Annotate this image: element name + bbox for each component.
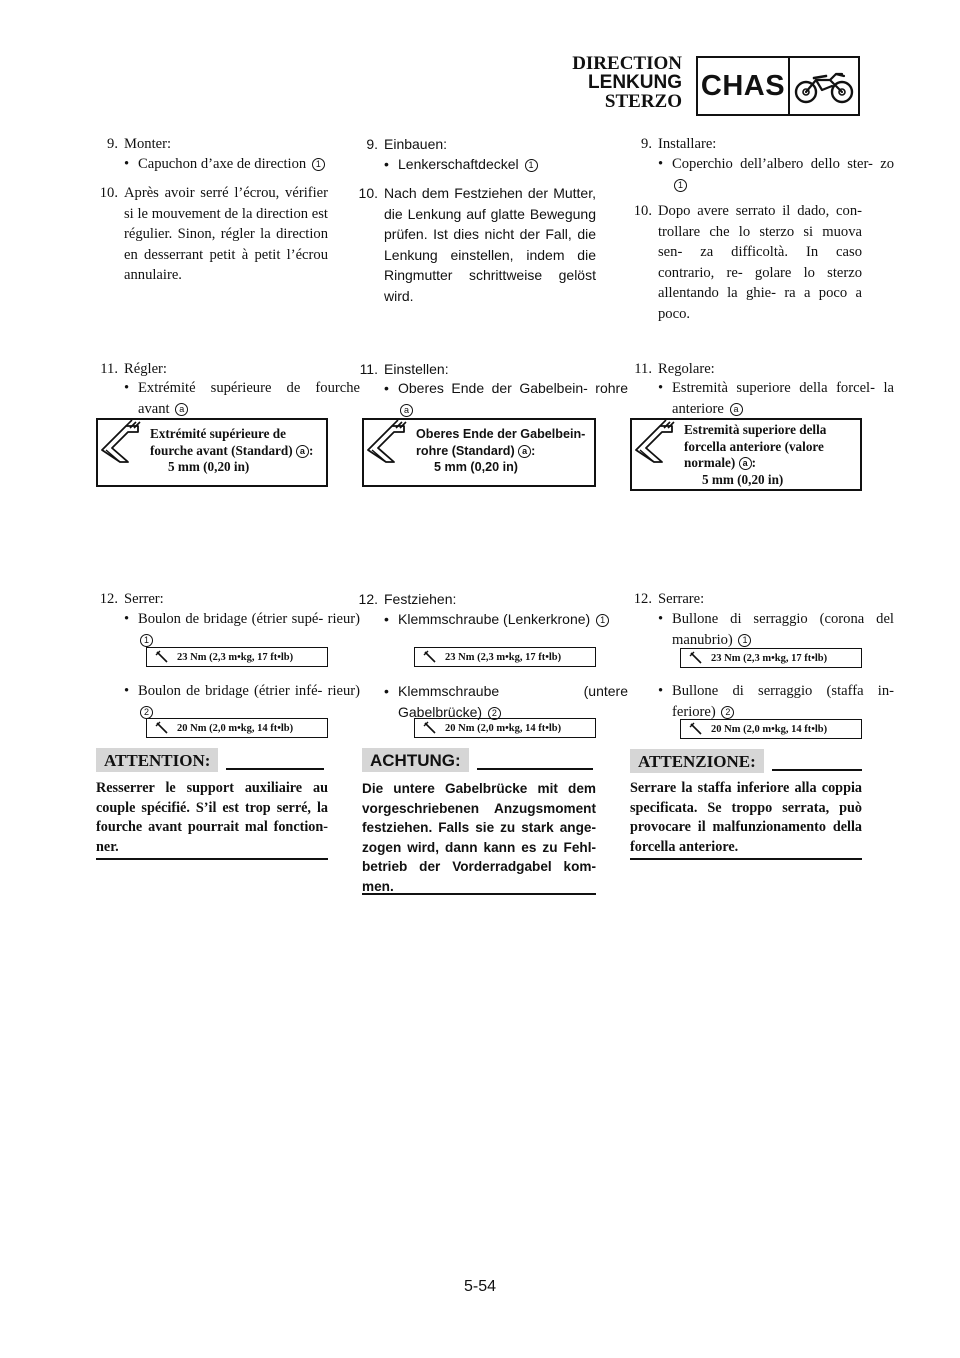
wrench-icon bbox=[681, 721, 711, 737]
step-12: 12. Serrare: bbox=[633, 591, 705, 607]
spec-label-1: Estremità superiore della bbox=[684, 422, 827, 437]
column-italian bbox=[626, 0, 894, 1358]
torque-spec-1: 23 Nm (2,3 m•kg, 17 ft•lb) bbox=[680, 648, 862, 668]
ref-marker: 1 bbox=[738, 634, 751, 647]
spec-value: 5 mm (0,20 in) bbox=[168, 459, 250, 474]
warning-rule bbox=[96, 858, 328, 860]
spec-box: Estremità superiore della forcella anteriore (valore normale) a : 5 mm (0,20 in) bbox=[630, 418, 862, 491]
warning-heading: ATTENZIONE: bbox=[630, 749, 862, 773]
caliper-icon bbox=[364, 420, 416, 485]
step-9: 9. Installare: bbox=[641, 136, 717, 152]
step-9-bullet: • Lenkerschaftdeckel 1 bbox=[352, 154, 628, 175]
spec-value: 5 mm (0,20 in) bbox=[434, 460, 518, 474]
ref-marker: 2 bbox=[140, 706, 153, 719]
caliper-icon bbox=[632, 420, 684, 489]
caliper-icon bbox=[98, 420, 150, 485]
title-french: DIRECTION bbox=[572, 53, 682, 74]
wrench-icon bbox=[681, 650, 711, 666]
spec-label-2: forcella anteriore (valore bbox=[684, 438, 824, 454]
ref-marker: 2 bbox=[488, 707, 501, 720]
wrench-icon bbox=[147, 720, 177, 736]
section-label: CHAS bbox=[698, 58, 790, 114]
step-12-bullet-2: • Boulon de bridage (étrier infé- rieur) 2 bbox=[124, 683, 360, 717]
spec-label-2: fourche avant (Standard) bbox=[150, 442, 293, 458]
ref-marker: a bbox=[175, 403, 188, 416]
warning-text: Die untere Gabelbrücke mit dem vorgeschriebenen Anzugsmoment festziehen. Falls sie zu stark ange- zogen wird, dann kann es zu Fehl- betrieb der Vorderradgabel kom- men. bbox=[362, 781, 596, 894]
ref-marker: 1 bbox=[312, 158, 325, 171]
warning-heading: ACHTUNG: bbox=[362, 748, 596, 772]
step-12-bullet-1: • Bullone di serraggio (corona del manubrio) 1 bbox=[658, 611, 894, 648]
step-12-bullet-2: • Klemmschraube (untere Gabelbrücke) 2 bbox=[384, 683, 628, 720]
step-9: 9. Einbauen: bbox=[366, 136, 448, 152]
wrench-icon bbox=[147, 649, 177, 665]
spec-box: Oberes Ende der Gabelbein- rohre (Standard) a : 5 mm (0,20 in) bbox=[362, 418, 596, 487]
step-10: 10. Après avoir serré l’écrou, vérifier si le mouvement de la direction est régulier. Sinon, régler la direction en desserrant petit à petit l’écrou annulaire. bbox=[99, 185, 328, 283]
step-10: 10. Nach dem Festziehen der Mutter, die Lenkung auf glatte Bewegung prüfen. Ist dies nicht der Fall, die Lenkung einstellen, indem die Ringmutter schrittweise gelöst wird. bbox=[358, 185, 596, 304]
step-11-bullet: • Extrémité supérieure de fourche avant a bbox=[124, 380, 360, 417]
torque-spec-1: 23 Nm (2,3 m•kg, 17 ft•lb) bbox=[414, 647, 596, 667]
step-11: 11. Régler: bbox=[100, 361, 167, 377]
ref-marker: a bbox=[296, 445, 309, 458]
ref-marker: a bbox=[518, 445, 531, 458]
ref-marker: 2 bbox=[721, 706, 734, 719]
warning-text: Resserrer le support auxiliaire au couple spécifié. S’il est trop serré, la fourche avant pourrait mal fonction- ner. bbox=[96, 780, 328, 855]
torque-spec-2: 20 Nm (2,0 m•kg, 14 ft•lb) bbox=[414, 718, 596, 738]
step-9: 9. Monter: bbox=[107, 136, 172, 152]
page-number: 5-54 bbox=[463, 1278, 497, 1295]
ref-marker: 1 bbox=[140, 634, 153, 647]
step-11-bullet: • Oberes Ende der Gabelbein- rohre a bbox=[384, 380, 628, 415]
spec-label-1: Oberes Ende der Gabelbein- bbox=[416, 427, 586, 441]
step-11-bullet: • Estremità superiore della forcel- la anteriore a bbox=[658, 380, 894, 417]
wrench-icon bbox=[415, 720, 445, 736]
ref-marker: a bbox=[400, 404, 413, 417]
step-12-bullet-1: • Klemmschraube (Lenkerkrone) 1 bbox=[352, 609, 628, 630]
column-french bbox=[92, 0, 360, 1358]
step-11: 11. Regolare: bbox=[634, 361, 715, 377]
step-9-bullet: • Coperchio dell’albero dello ster- zo 1 bbox=[658, 156, 894, 190]
step-11: 11. Einstellen: bbox=[359, 361, 449, 377]
spec-value: 5 mm (0,20 in) bbox=[702, 471, 784, 487]
step-10: 10. Dopo avere serrato il dado, con- trollare che lo sterzo si muova sen- za difficoltà. In caso contrario, re- golare lo sterzo allentando la ghie- ra a poco a poco. bbox=[633, 203, 862, 322]
step-12-bullet-2: • Bullone di serraggio (staffa in- feriore) 2 bbox=[658, 683, 894, 720]
warning-text: Serrare la staffa inferiore alla coppia specificata. Se troppo serrata, può provocare il malfunzionamento della forcella anteriore. bbox=[630, 780, 862, 855]
ref-marker: 1 bbox=[525, 159, 538, 172]
torque-spec-2: 20 Nm (2,0 m•kg, 14 ft•lb) bbox=[680, 719, 862, 739]
torque-spec-2: 20 Nm (2,0 m•kg, 14 ft•lb) bbox=[146, 718, 328, 738]
spec-label-3: normale) bbox=[684, 455, 736, 470]
ref-marker: a bbox=[730, 403, 743, 416]
spec-box: Extrémité supérieure de fourche avant (Standard) a : 5 mm (0,20 in) bbox=[96, 418, 328, 487]
ref-marker: a bbox=[739, 457, 752, 470]
warning-heading: ATTENTION: bbox=[96, 748, 328, 772]
wrench-icon bbox=[415, 649, 445, 665]
title-italian: STERZO bbox=[604, 91, 682, 112]
spec-label-2: rohre (Standard) bbox=[416, 443, 515, 458]
step-9-bullet: • Capuchon d’axe de direction 1 bbox=[92, 154, 360, 175]
warning-rule bbox=[362, 893, 596, 895]
step-12: 12. Serrer: bbox=[99, 591, 164, 607]
step-12: 12. Festziehen: bbox=[358, 591, 457, 607]
spec-label-1: Extrémité supérieure de bbox=[150, 426, 286, 441]
step-12-bullet-1: • Boulon de bridage (étrier supé- rieur) 1 bbox=[124, 611, 360, 645]
warning-rule bbox=[630, 858, 862, 860]
torque-spec-1: 23 Nm (2,3 m•kg, 17 ft•lb) bbox=[146, 647, 328, 667]
title-german: LENKUNG bbox=[588, 72, 682, 93]
ref-marker: 1 bbox=[596, 614, 609, 627]
ref-marker: 1 bbox=[674, 179, 687, 192]
